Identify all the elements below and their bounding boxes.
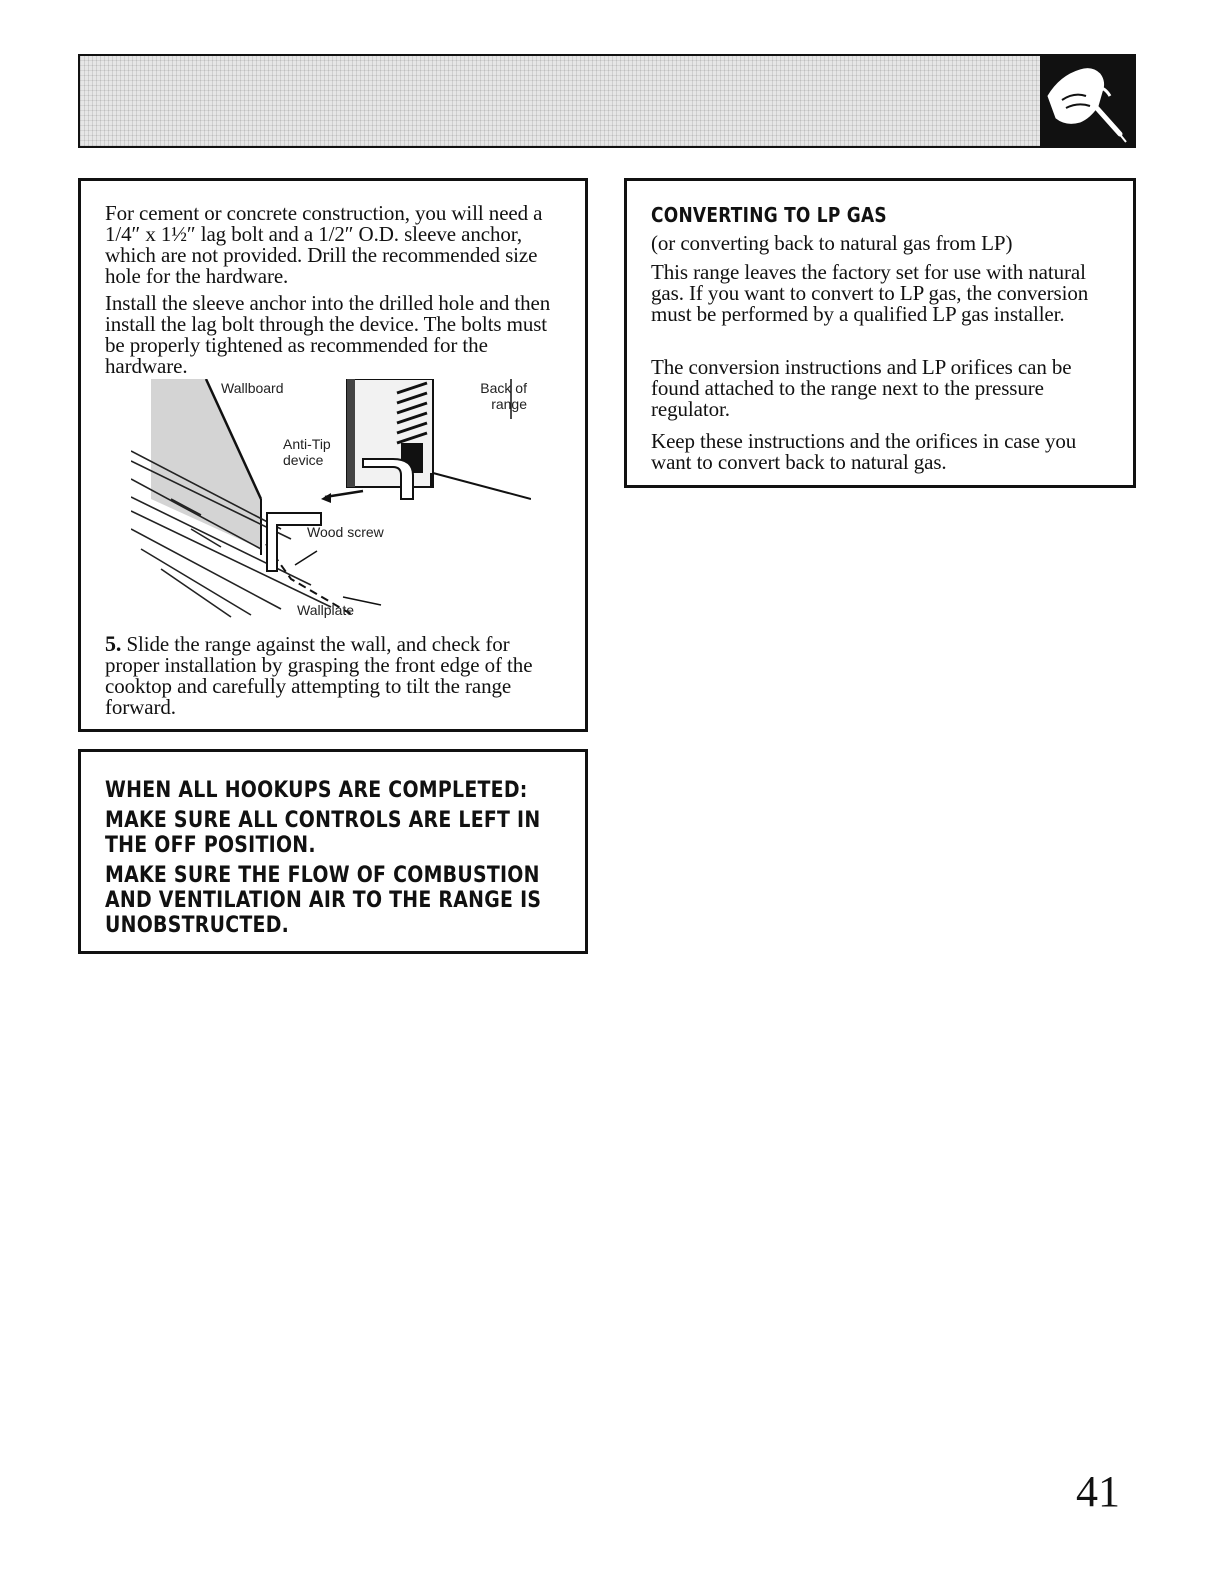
label-wood-screw: Wood screw: [307, 524, 384, 540]
label-wallplate: Wallplate: [297, 602, 355, 618]
lp-keep-instructions-paragraph: Keep these instructions and the orifices in case you want to convert back to natural gas.: [651, 429, 1077, 474]
lp-orifices-paragraph: The conversion instructions and LP orifices can be found attached to the range next to the pressure regulator.: [651, 355, 1072, 421]
lp-gas-heading: CONVERTING TO LP GAS: [651, 203, 887, 227]
lp-factory-paragraph: This range leaves the factory set for use with natural gas. If you want to convert to LP gas, the conversion must be performed by a qualified LP gas installer.: [651, 260, 1089, 326]
label-anti-tip-2: device: [283, 452, 324, 468]
anti-tip-device-diagram: [131, 379, 531, 625]
label-back-of-range-2: range: [491, 396, 527, 412]
warning-line-5: AND VENTILATION AIR TO THE RANGE IS: [105, 888, 542, 913]
section-header-bar: [78, 54, 1136, 148]
warning-line-1: WHEN ALL HOOKUPS ARE COMPLETED:: [105, 778, 528, 803]
step-5-number: 5.: [105, 631, 122, 656]
step-5-text: Slide the range against the wall, and check for proper installation by grasping the front edge of the cooktop and carefully attempting to tilt the range forward.: [105, 632, 533, 719]
label-wallboard: Wallboard: [221, 380, 284, 396]
sleeve-anchor-paragraph: Install the sleeve anchor into the drilled hole and then install the lag bolt through the device. The bolts must be properly tightened as recommended for the hardware.: [105, 291, 551, 378]
warning-line-3: THE OFF POSITION.: [105, 833, 316, 858]
anti-tip-instructions-box: [78, 178, 588, 732]
concrete-construction-paragraph: For cement or concrete construction, you will need a 1/4″ x 1½″ lag bolt and a 1/2″ O.D. sleeve anchor, which are not provided. Drill the recommended size hole for the hardware.: [105, 201, 543, 288]
label-back-of-range-1: Back of: [480, 380, 527, 396]
hookups-warning-box: [78, 749, 588, 954]
warning-line-2: MAKE SURE ALL CONTROLS ARE LEFT IN: [105, 808, 541, 833]
header-icon-box: [1040, 56, 1134, 146]
lp-gas-conversion-box: [624, 178, 1136, 488]
step-5-paragraph: [105, 633, 565, 718]
hand-screwdriver-icon: [1040, 56, 1134, 146]
label-anti-tip-1: Anti-Tip: [283, 436, 331, 452]
warning-line-4: MAKE SURE THE FLOW OF COMBUSTION: [105, 863, 540, 888]
warning-line-6: UNOBSTRUCTED.: [105, 913, 290, 938]
lp-gas-subheading: (or converting back to natural gas from LP): [651, 231, 1013, 255]
page-number: 41: [1076, 1467, 1120, 1516]
